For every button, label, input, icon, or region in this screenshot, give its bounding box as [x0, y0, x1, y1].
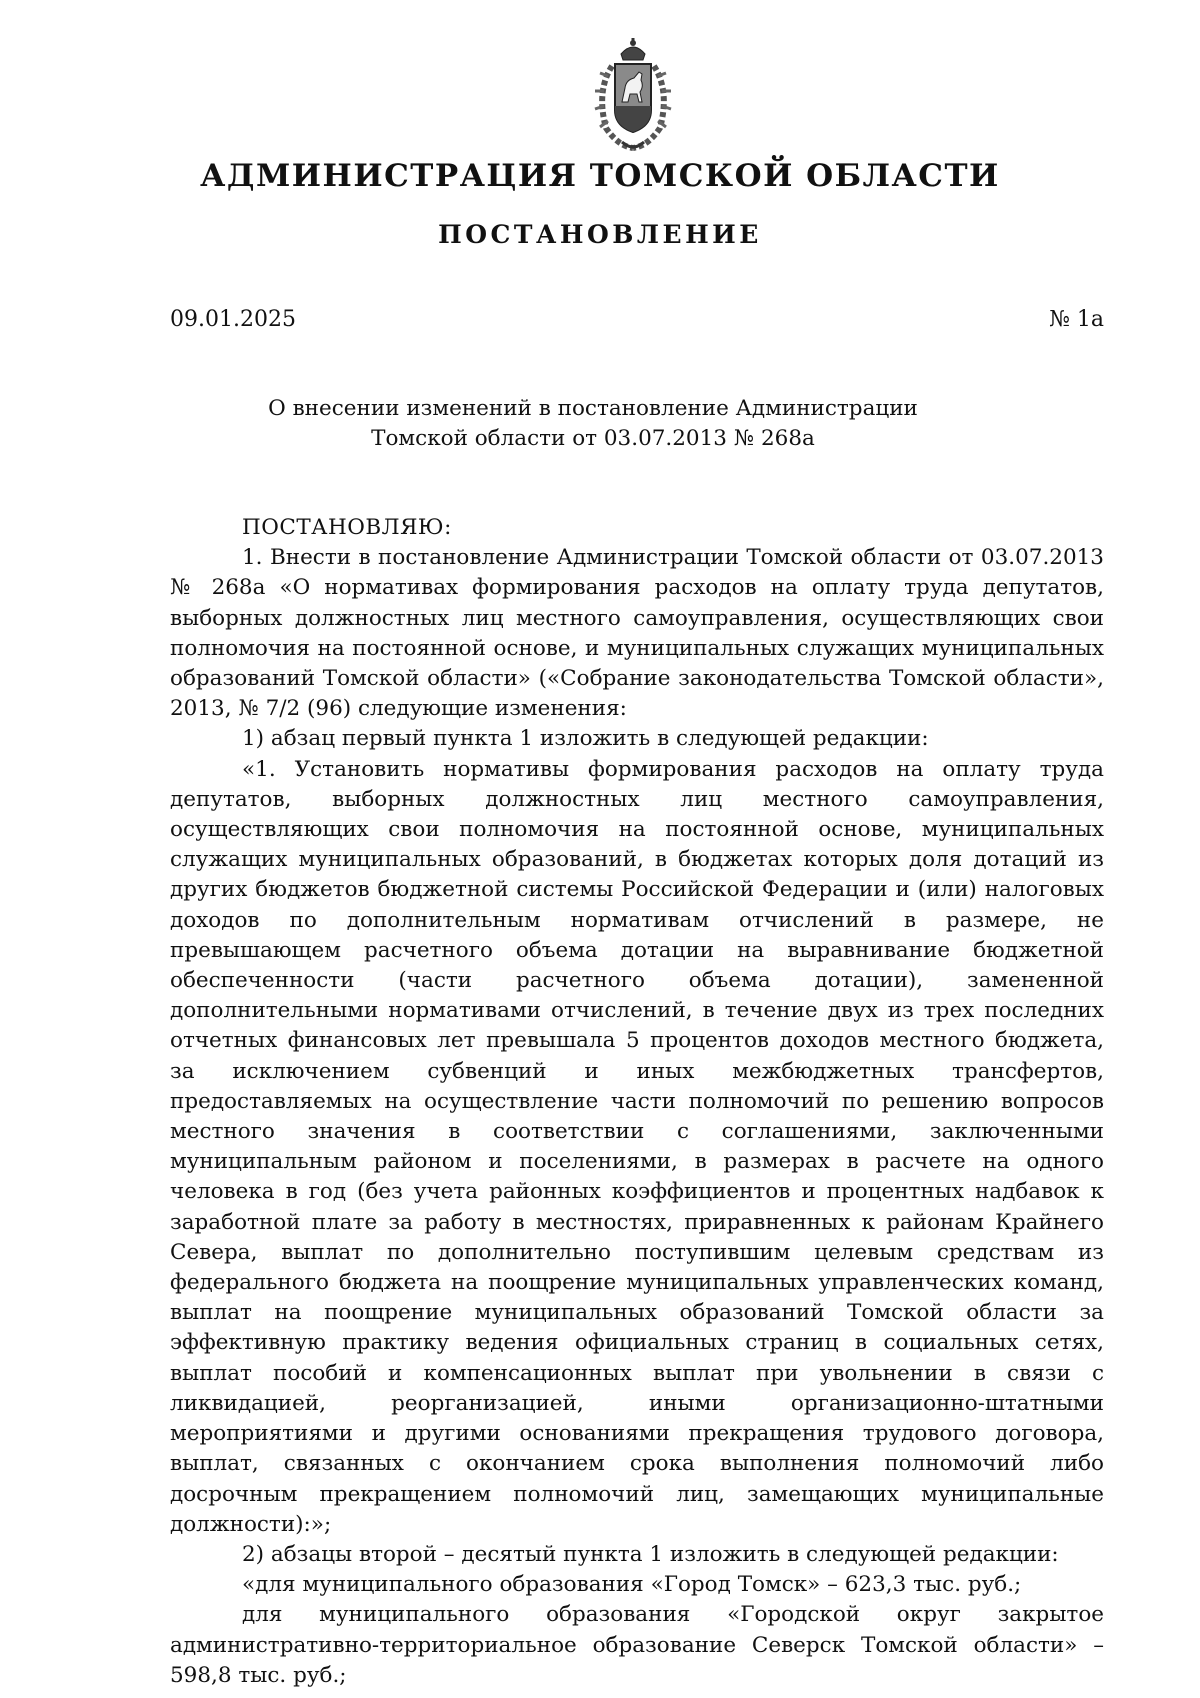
- organization-title: АДМИНИСТРАЦИЯ ТОМСКОЙ ОБЛАСТИ: [200, 158, 1000, 194]
- body-paragraph: для муниципального образования «Городской округ закрытое административно-территориальное образование Северск Томской области» – 598,8 тыс. руб.;: [170, 1602, 1104, 1688]
- document-subject: [0, 394, 1186, 454]
- document-date: 09.01.2025: [170, 307, 296, 332]
- subject-line-1: О внесении изменений в постановление Администрации: [268, 396, 918, 421]
- subject-line-2: Томской области от 03.07.2013 № 268а: [371, 426, 815, 451]
- body-paragraph: «1. Установить нормативы формирования расходов на оплату труда депутатов, выборных должностных лиц местного самоуправления, осуществляющих свои полномочия на постоянной основе, муниципальных служащих муниципальных образований, в бюджетах которых доля дотаций из других бюджетов бюджетной системы Российской Федерации и (или) налоговых доходов по дополнительным нормативам отчислений в размере, не превышающем расчетного объема дотации на выравнивание бюджетной обеспеченности (части расчетного объема дотации), замененной дополнительными нормативами отчислений, в течение двух из трех последних отчетных финансовых лет превышала 5 процентов доходов местного бюджета, за исключением субвенций и иных межбюджетных трансфертов, предоставляемых на осуществление части полномочий по решению вопросов местного значения в соответствии с соглашениями, заключенными муниципальным районом и поселениями, в размерах в расчете на одного человека в год (без учета районных коэффициентов и процентных надбавок к заработной плате за работу в местностях, приравненных к районам Крайнего Севера, выплат по дополнительно поступившим целевым средствам из федерального бюджета на поощрение муниципальных управленческих команд, выплат на поощрение муниципальных образований Томской области за эффективную практику ведения официальных страниц в социальных сетях, выплат пособий и компенсационных выплат при увольнении в связи с ликвидацией, реорганизацией, иными организационно-штатными мероприятиями и другими основаниями прекращения трудового договора, выплат, связанных с окончанием срока выполнения полномочий либо досрочным прекращением полномочий лиц, замещающих муниципальные должности):»;: [170, 756, 1104, 1537]
- body-paragraph: «для муниципального образования «Город Томск» – 623,3 тыс. руб.;: [242, 1572, 1022, 1598]
- coat-of-arms-icon: [584, 36, 682, 156]
- resolve-heading: ПОСТАНОВЛЯЮ:: [242, 515, 452, 540]
- body-paragraph: 1) абзац первый пункта 1 изложить в следующей редакции:: [242, 726, 929, 752]
- document-body: [170, 513, 1104, 1691]
- document-number: № 1а: [1049, 307, 1104, 332]
- body-paragraph: 1. Внести в постановление Администрации Томской области от 03.07.2013 № 268а «О нормативах формирования расходов на оплату труда депутатов, выборных должностных лиц местного самоуправления, осуществляющих свои полномочия на постоянной основе, и муниципальных служащих муниципальных образований Томской области» («Собрание законодательства Томской области», 2013, № 7/2 (96) следующие изменения:: [170, 545, 1104, 722]
- document-type-title: ПОСТАНОВЛЕНИЕ: [438, 220, 762, 249]
- body-paragraph: 2) абзацы второй – десятый пункта 1 изложить в следующей редакции:: [242, 1541, 1059, 1567]
